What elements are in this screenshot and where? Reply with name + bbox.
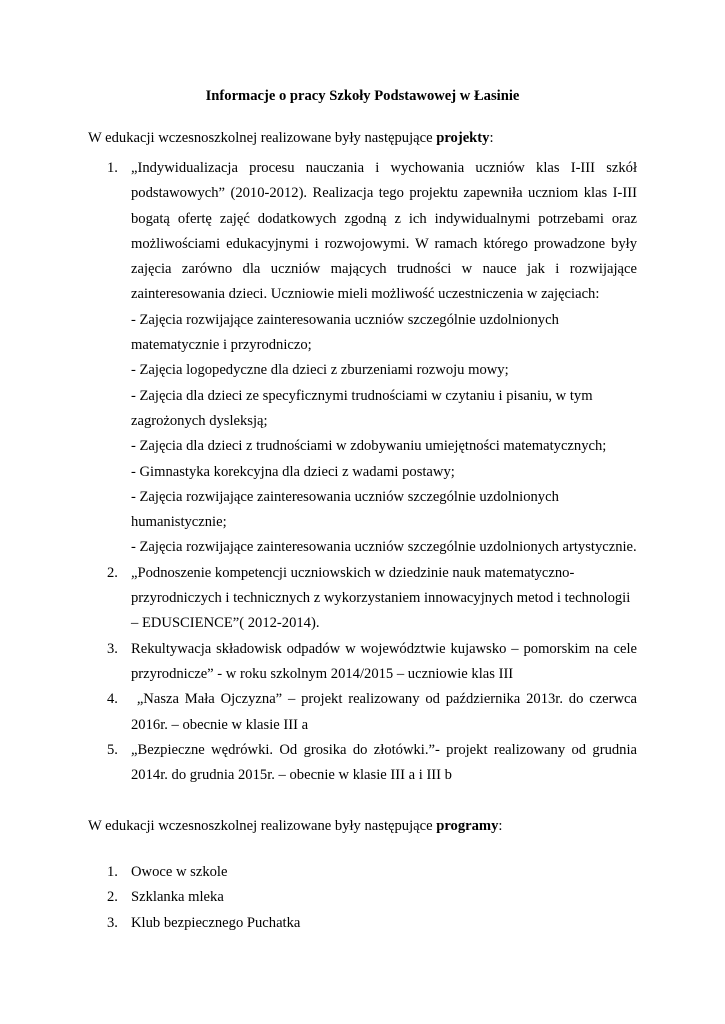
list-item bbox=[88, 156, 637, 561]
programs-intro-end: : bbox=[498, 818, 503, 834]
list-number: 1. bbox=[107, 864, 118, 880]
programs-intro-bold: programy bbox=[436, 818, 499, 834]
projects-intro-end: : bbox=[489, 130, 494, 146]
list-item bbox=[88, 561, 637, 637]
list-number: 2. bbox=[107, 889, 118, 906]
list-number: 2. bbox=[107, 564, 118, 581]
list-item bbox=[88, 687, 641, 738]
list-number: 4. bbox=[107, 691, 118, 708]
sub-item: - Zajęcia rozwijające zainteresowania uczniów szczególnie uzdolnionych humanistycznie; bbox=[131, 488, 559, 531]
list-number: 3. bbox=[107, 640, 118, 657]
programs-list bbox=[88, 860, 637, 936]
programs-intro-text: W edukacji wczesnoszkolnej realizowane były następujące bbox=[88, 818, 437, 834]
list-item-text: „Nasza Mała Ojczyzna” – projekt realizowany od października 2013r. do czerwca 2016r. – obecnie w klasie III a bbox=[131, 691, 641, 733]
list-item bbox=[88, 860, 637, 885]
list-item-text: Klub bezpiecznego Puchatka bbox=[131, 914, 301, 931]
list-item bbox=[88, 738, 637, 789]
projects-list bbox=[88, 156, 641, 788]
list-item-text: „Podnoszenie kompetencji uczniowskich w dziedzinie nauk matematyczno-przyrodniczych i technicznych z wykorzystaniem innowacyjnych metod i technologii – EDUSCIENCE”( 2012-2014). bbox=[131, 564, 631, 632]
programs-intro bbox=[88, 816, 502, 836]
list-item bbox=[88, 637, 637, 688]
projects-intro bbox=[88, 128, 494, 148]
sub-item: - Gimnastyka korekcyjna dla dzieci z wadami postawy; bbox=[131, 463, 455, 480]
list-item-text: Szklanka mleka bbox=[131, 889, 224, 906]
list-number: 1. bbox=[107, 160, 118, 176]
list-item-text: „Indywidualizacja procesu nauczania i wychowania uczniów klas I-III szkół podstawowych” (2010-2012). Realizacja tego projektu zapewniła uczniom klas I-III bogatą ofertę zajęć dodatkowych zgodną z ich indywidualnymi potrzebami oraz możliwościami edukacyjnymi i rozwojowymi. W ramach którego prowadzone były zajęcia zarówno dla uczniów mających trudności w nauce jak i rozwijające zainteresowania dzieci. Uczniowie mieli możliwość uczestniczenia w zajęciach: bbox=[131, 160, 637, 303]
projects-intro-text: W edukacji wczesnoszkolnej realizowane były następujące bbox=[88, 130, 437, 146]
document-title: Informacje o pracy Szkoły Podstawowej w Łasinie bbox=[205, 88, 520, 104]
sub-item: - Zajęcia dla dzieci ze specyficznymi trudnościami w czytaniu i pisaniu, w tym zagrożonych dysleksją; bbox=[131, 387, 593, 429]
list-item bbox=[88, 911, 637, 936]
list-number: 3. bbox=[107, 914, 118, 931]
list-item bbox=[88, 885, 637, 910]
list-item-text: Owoce w szkole bbox=[131, 864, 228, 880]
sub-item: - Zajęcia rozwijające zainteresowania uczniów szczególnie uzdolnionych matematycznie i przyrodniczo; bbox=[131, 311, 559, 354]
sub-item: - Zajęcia dla dzieci z trudnościami w zdobywaniu umiejętności matematycznych; bbox=[131, 438, 607, 455]
list-number: 5. bbox=[107, 741, 118, 758]
sub-item: - Zajęcia rozwijające zainteresowania uczniów szczególnie uzdolnionych artystycznie. bbox=[131, 539, 637, 556]
list-item-text: Rekultywacja składowisk odpadów w województwie kujawsko – pomorskim na cele przyrodnicze” - w roku szkolnym 2014/2015 – uczniowie klas III bbox=[131, 640, 637, 682]
projects-intro-bold: projekty bbox=[436, 130, 490, 146]
sub-item: - Zajęcia logopedyczne dla dzieci z zburzeniami rozwoju mowy; bbox=[131, 362, 509, 379]
list-item-text: „Bezpieczne wędrówki. Od grosika do złotówki.”- projekt realizowany od grudnia 2014r. do grudnia 2015r. – obecnie w klasie III a i III b bbox=[131, 741, 637, 784]
